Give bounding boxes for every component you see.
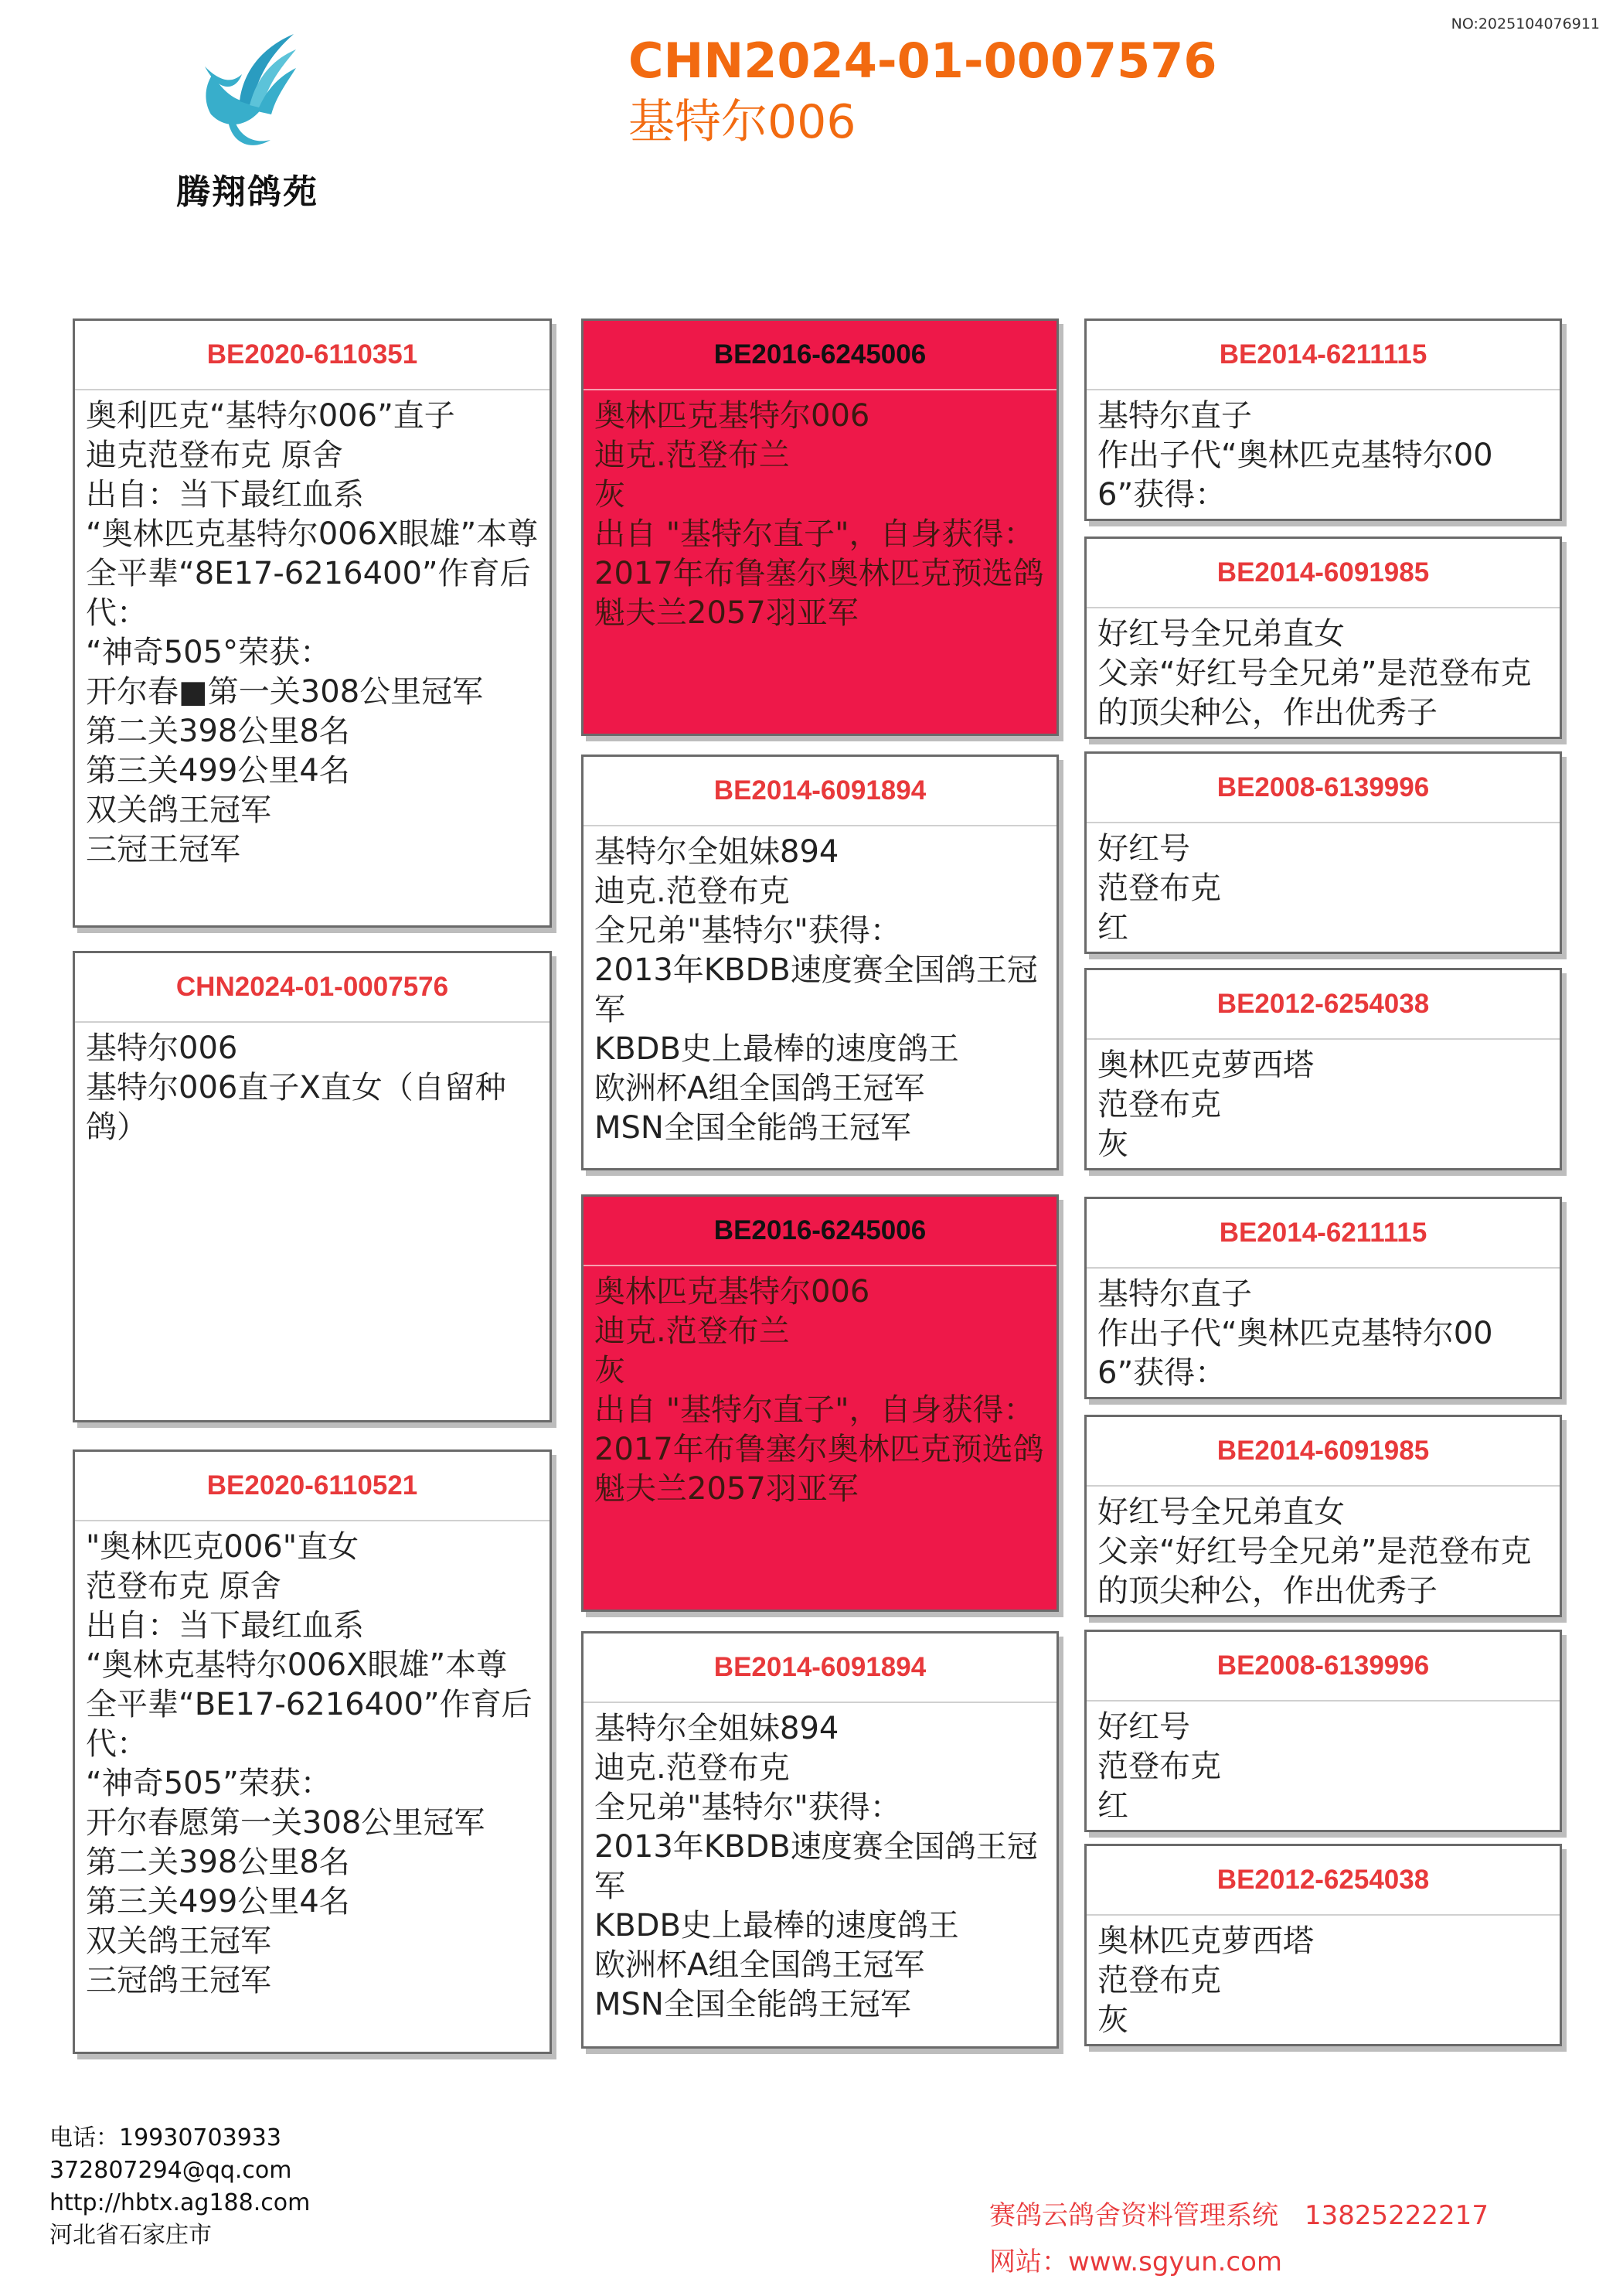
card-details: 奥利匹克“基特尔006”直子 迪克范登布克 原舍 出自：当下最红血系 “奥林匹克基特尔006X眼雄”本尊 全平辈“8E17-6216400”作育后代： “神奇505°荣获： 开尔春■第一关308公里冠军 第二关398公里8名 第三关499公里4名 双关鸽王冠军 三冠王冠军 <box>86 398 539 867</box>
pedigree-card-sdd <box>1084 968 1562 1170</box>
card-details: 好红号全兄弟直女 父亲“好红号全兄弟”是范登布克的顶尖种公，作出优秀子 <box>1097 1494 1532 1609</box>
pedigree-card-ddd <box>1084 1844 1562 2046</box>
contact-address: 河北省石家庄市 <box>49 2222 212 2249</box>
pedigree-card-sire-dam <box>581 755 1059 1170</box>
pedigree-card-dss <box>1084 1197 1562 1399</box>
system-name: 赛鸽云鸽舍资料管理系统 13825222217 <box>989 2200 1489 2231</box>
card-ring-number: BE2016-6245006 <box>584 321 1056 390</box>
card-ring-number: BE2014-6091894 <box>584 1633 1056 1703</box>
card-details: 奥林匹克基特尔006 迪克.范登布兰 灰 出自 "基特尔直子"，自身获得： 2017年布鲁塞尔奥林匹克预选鸽 魁夫兰2057羽亚军 <box>594 1274 1044 1507</box>
card-ring-number: BE2014-6211115 <box>1087 1199 1560 1269</box>
contact-email: 372807294@qq.com <box>49 2157 292 2184</box>
card-ring-number: BE2014-6091894 <box>584 757 1056 826</box>
card-details: 好红号 范登布克 红 <box>1097 1709 1221 1824</box>
card-ring-number: BE2014-6091985 <box>1087 1417 1560 1487</box>
pedigree-card-sds <box>1084 751 1562 954</box>
pedigree-card-self <box>73 951 552 1422</box>
card-details: "奥林匹克006"直女 范登布克 原舍 出自：当下最红血系 “奥林克基特尔006X眼雄”本尊 全平辈“BE17-6216400”作育后代： “神奇505”荣获： 开尔春愿第一关308公里冠军 第二关398公里8名 第三关499公里4名 双关鸽王冠军 三冠鸽王冠军 <box>86 1529 532 1998</box>
document-number: NO:2025104076911 <box>1451 15 1600 32</box>
card-ring-number: BE2012-6254038 <box>1087 970 1560 1040</box>
loft-logo <box>155 28 340 213</box>
pedigree-card-dam-dam <box>581 1631 1059 2049</box>
card-details: 基特尔全姐妹894 迪克.范登布克 全兄弟"基特尔"获得： 2013年KBDB速度赛全国鸽王冠军 KBDB史上最棒的速度鸽王 欧洲杯A组全国鸽王冠军 MSN全国全能鸽王冠军 <box>594 834 1038 1146</box>
card-details: 基特尔直子 作出子代“奥林匹克基特尔006”获得： <box>1097 398 1493 513</box>
card-details: 奥林匹克萝西塔 范登布克 灰 <box>1097 1923 1314 2038</box>
pedigree-card-dsd <box>1084 1415 1562 1617</box>
card-ring-number: BE2020-6110351 <box>75 321 550 390</box>
card-details: 奥林匹克萝西塔 范登布克 灰 <box>1097 1048 1314 1162</box>
card-details: 基特尔全姐妹894 迪克.范登布克 全兄弟"基特尔"获得： 2013年KBDB速度赛全国鸽王冠军 KBDB史上最棒的速度鸽王 欧洲杯A组全国鸽王冠军 MSN全国全能鸽王冠军 <box>594 1711 1038 2022</box>
pedigree-card-sss <box>1084 319 1562 521</box>
header-pigeon-name: 基特尔006 <box>628 95 856 149</box>
card-ring-number: BE2014-6211115 <box>1087 321 1560 390</box>
pedigree-card-dam <box>73 1449 552 2054</box>
pedigree-card-dds <box>1084 1630 1562 1832</box>
contact-info <box>49 2122 310 2252</box>
system-website[interactable]: 网站：www.sgyun.com <box>989 2247 1283 2277</box>
card-ring-number: BE2008-6139996 <box>1087 754 1560 823</box>
card-details: 基特尔直子 作出子代“奥林匹克基特尔006”获得： <box>1097 1276 1493 1391</box>
card-details: 好红号全兄弟直女 父亲“好红号全兄弟”是范登布克的顶尖种公，作出优秀子 <box>1097 616 1532 731</box>
card-details: 奥林匹克基特尔006 迪克.范登布兰 灰 出自 "基特尔直子"，自身获得： 2017年布鲁塞尔奥林匹克预选鸽 魁夫兰2057羽亚军 <box>594 398 1044 631</box>
contact-phone: 电话：19930703933 <box>49 2124 281 2151</box>
card-ring-number: CHN2024-01-0007576 <box>75 953 550 1023</box>
pedigree-card-sire <box>73 319 552 928</box>
card-ring-number: BE2012-6254038 <box>1087 1846 1560 1916</box>
card-ring-number: BE2020-6110521 <box>75 1452 550 1521</box>
pedigree-card-sire-sire <box>581 319 1059 736</box>
card-ring-number: BE2008-6139996 <box>1087 1632 1560 1702</box>
card-details: 基特尔006 基特尔006直子X直女（自留种鸽） <box>86 1030 506 1145</box>
card-ring-number: BE2016-6245006 <box>584 1197 1056 1266</box>
contact-url[interactable]: http://hbtx.ag188.com <box>49 2189 311 2216</box>
loft-name: 腾翔鸽苑 <box>176 172 318 212</box>
pedigree-card-ssd <box>1084 537 1562 739</box>
pedigree-card-dam-sire <box>581 1194 1059 1612</box>
card-details: 好红号 范登布克 红 <box>1097 831 1221 945</box>
card-ring-number: BE2014-6091985 <box>1087 539 1560 608</box>
dove-logo-icon <box>197 28 298 159</box>
header-ring-number: CHN2024-01-0007576 <box>628 32 1217 89</box>
